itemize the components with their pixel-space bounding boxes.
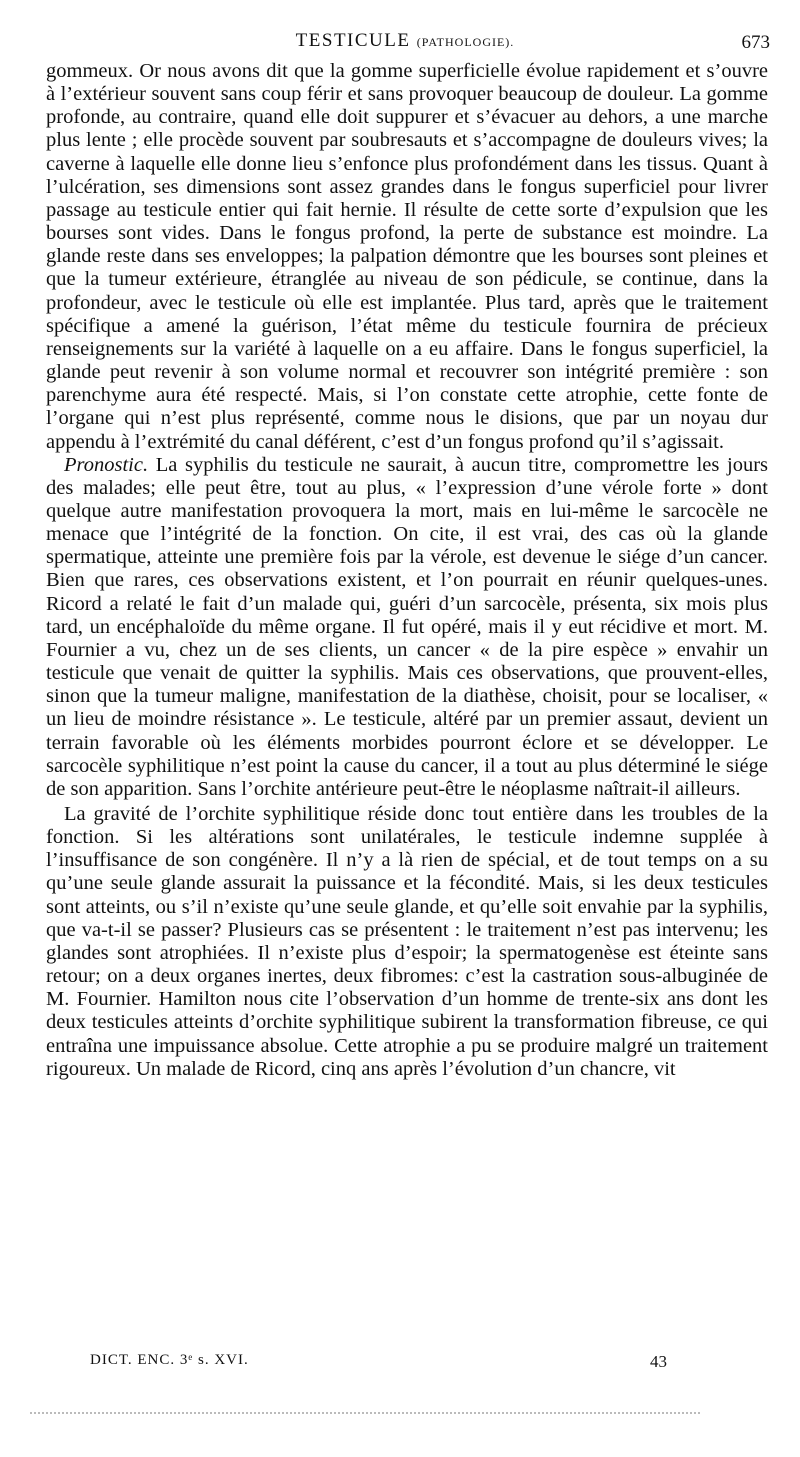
body-text [46, 60, 768, 1081]
header-subtitle: (PATHOLOGIE). [416, 35, 515, 49]
running-header [40, 30, 770, 58]
paragraph [46, 803, 768, 1081]
bottom-dotted-rule [30, 1412, 700, 1414]
paragraph-lead: Pronostic. [64, 453, 149, 476]
paragraph-text: La gravité de l’orchite syphilitique réside donc tout entière dans les troubles de la fonction. Si les altérations sont unilatérales, le testicule indemne supplée à l’insuffisance de son congénère. Il n’y a là rien de spécial, et de tout temps on a su qu’une seule glande assurait la puissance et la fécondité. Mais, si les deux testicules sont atteints, ou s’il n’existe qu’une seule glande, et qu’elle soit envahie par la syphilis, que va-t-il se passer? Plusieurs cas se présentent : le traitement n’est pas intervenu; les glandes sont atrophiées. Il n’existe plus d’espoir; la spermatogenèse est éteinte sans retour; on a deux organes inertes, deux fibromes: c’est la castration sous-albuginée de M. Fournier. Hamilton nous cite l’observation d’un homme de trente-six ans dont les deux testicules atteints d’orchite syphilitique subirent la transformation fibreuse, ce qui entraîna une impuissance absolue. Cette atrophie a pu se produire malgré un traitement rigoureux. Un malade de Ricord, cinq ans après l’évolution d’un chancre, vit [46, 803, 768, 1080]
paragraph [46, 60, 768, 454]
paragraph-text: La syphilis du testicule ne saurait, à aucun titre, compromettre les jours des malades; elle peut être, tout au plus, « l’expression d’une vérole forte » dont quelque autre manifestation provoquera la mort, mais en lui-même le sarcocèle ne menace que l’intégrité de la fonction. On cite, il est vrai, des cas où la glande spermatique, atteinte une première fois par la vérole, est devenue le siége d’un cancer. Bien que rares, ces observations existent, et l’on pourrait en réunir quelques-unes. Ricord a relaté le fait d’un malade qui, guéri d’un sarcocèle, présenta, six mois plus tard, un encéphaloïde du même organe. Il fut opéré, mais il y eut récidive et mort. M. Fournier a vu, chez un de ses clients, un cancer « de la pire espèce » envahir un testicule que venait de quitter la syphilis. Mais ces observations, que prouvent-elles, sinon que la tumeur maligne, manifestation de la diathèse, choisit, pour se localiser, « un lieu de moindre résistance ». Le testicule, altéré par un premier assaut, devient un terrain favorable où les éléments morbides pourront éclore et se développer. Le sarcocèle syphilitique n’est point la cause du cancer, il a tout au plus déterminé le siége de son apparition. Sans l’orchite antérieure peut-être le néoplasme naîtrait-il ailleurs. [46, 453, 768, 800]
footer-sheet-number: 43 [650, 1352, 667, 1371]
paragraph-text: gommeux. Or nous avons dit que la gomme superficielle évolue rapidement et s’ouvre à l’extérieur souvent sans coup férir et sans provoquer beaucoup de douleur. La gomme profonde, au contraire, quand elle doit suppurer et s’évacuer au dehors, a une marche plus lente ; elle procède souvent par soubresauts et s’accompagne de douleurs vives; la caverne à laquelle elle donne lieu s’enfonce plus profondément dans les tissus. Quant à l’ulcération, ses dimensions sont assez grandes dans le fongus superficiel pour livrer passage au testicule entier qui fait hernie. Il résulte de cette sorte d’expulsion que les bourses sont vides. Dans le fongus profond, la perte de substance est moindre. La glande reste dans ses enveloppes; la palpation démontre que les bourses sont pleines et que la tumeur extérieure, étranglée au niveau de son pédicule, se continue, dans la profondeur, avec le testicule où elle est implantée. Plus tard, après que le traitement spécifique a amené la guérison, l’état même du testicule fournira de précieux renseignements sur la variété à laquelle on a eu affaire. Dans le fongus superficiel, la glande peut revenir à son volume normal et recouvrer son intégrité première : son parenchyme aura été respecté. Mais, si l’on constate cette atrophie, cette fonte de l’organe qui n’est plus représenté, comme nous le disions, que par un noyau dur appendu à l’extrémité du canal déférent, c’est d’un fongus profond qu’il s’agissait. [46, 60, 768, 453]
page-footer [90, 1352, 690, 1376]
paragraph-pronostic [46, 454, 768, 801]
page-number: 673 [741, 32, 770, 53]
running-title [40, 30, 770, 52]
footer-signature: DICT. ENC. 3ᵉ s. XVI. [90, 1352, 249, 1368]
header-title: TESTICULE [295, 30, 411, 51]
